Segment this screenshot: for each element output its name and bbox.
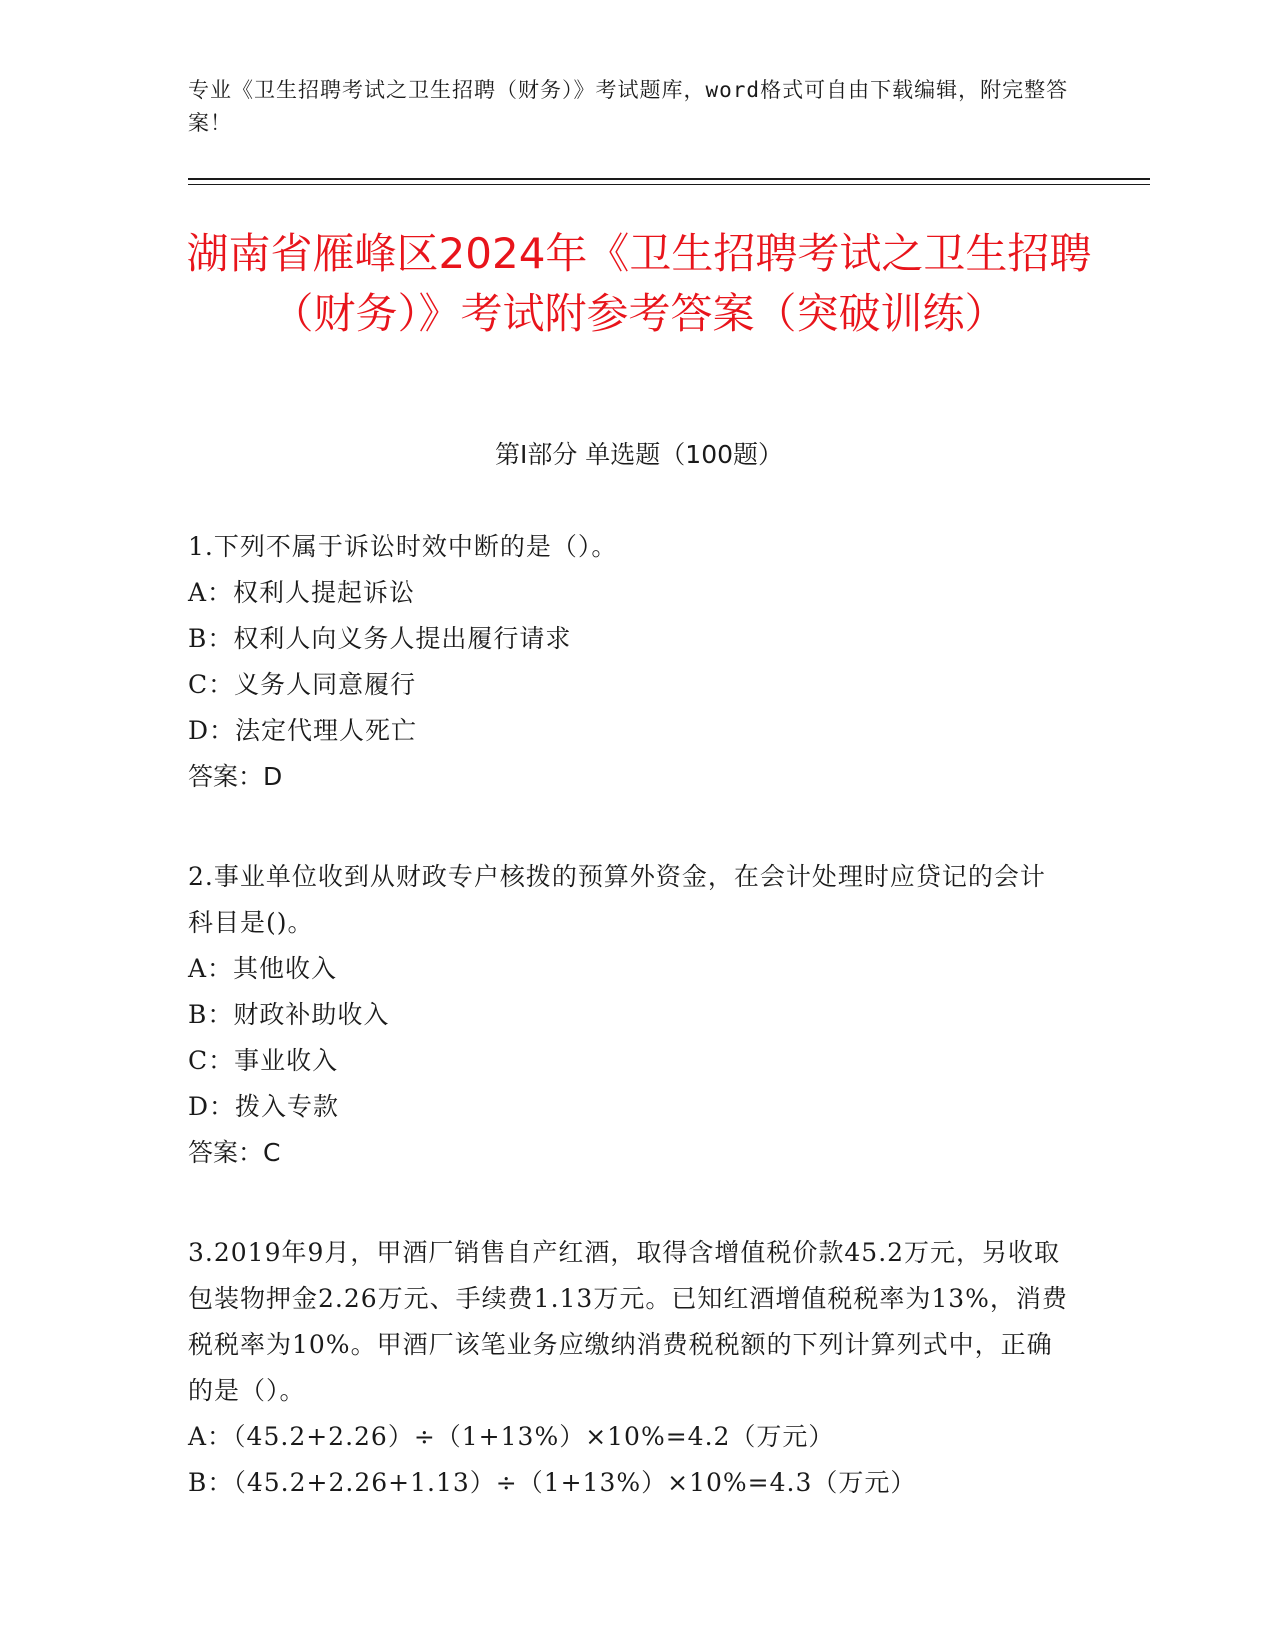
section-heading: 第Ⅰ部分 单选题（100题）	[494, 440, 784, 469]
question-option: D：拨入专款	[188, 1092, 340, 1121]
question-list	[188, 524, 1068, 1560]
header-divider-thick	[188, 178, 1150, 180]
question-option: C：事业收入	[188, 1046, 339, 1075]
question-item	[188, 854, 1068, 1176]
document-title: 湖南省雁峰区2024年《卫生招聘考试之卫生招聘（财务）》考试附参考答案（突破训练）	[186, 229, 1092, 338]
question-stem: 1.下列不属于诉讼时效中断的是（）。	[188, 532, 618, 561]
question-option: A：权利人提起诉讼	[188, 578, 416, 607]
header-divider-thin	[188, 184, 1150, 185]
question-option: A：其他收入	[188, 954, 338, 983]
question-option: B：（45.2+2.26+1.13）÷（1+13%）×10%=4.3（万元）	[188, 1468, 917, 1497]
question-item	[188, 1230, 1068, 1506]
question-option: B：权利人向义务人提出履行请求	[188, 624, 572, 653]
question-stem: 2.事业单位收到从财政专户核拨的预算外资金，在会计处理时应贷记的会计科目是()。	[188, 862, 1046, 937]
question-stem: 3.2019年9月，甲酒厂销售自产红酒，取得含增值税价款45.2万元，另收取包装物押金2.26万元、手续费1.13万元。已知红酒增值税税率为13%，消费税税率为10%。甲酒厂该笔业务应缴纳消费税税额的下列计算列式中，正确的是（）。	[188, 1238, 1068, 1405]
question-option: C：义务人同意履行	[188, 670, 417, 699]
question-option: B：财政补助收入	[188, 1000, 390, 1029]
question-answer: 答案：D	[188, 762, 283, 791]
question-option: A：（45.2+2.26）÷（1+13%）×10%=4.2（万元）	[188, 1422, 835, 1451]
question-item	[188, 524, 1068, 800]
question-answer: 答案：C	[188, 1138, 281, 1167]
question-option: D：法定代理人死亡	[188, 716, 418, 745]
header-note: 专业《卫生招聘考试之卫生招聘（财务）》考试题库，word格式可自由下载编辑，附完整答案！	[188, 78, 1069, 135]
